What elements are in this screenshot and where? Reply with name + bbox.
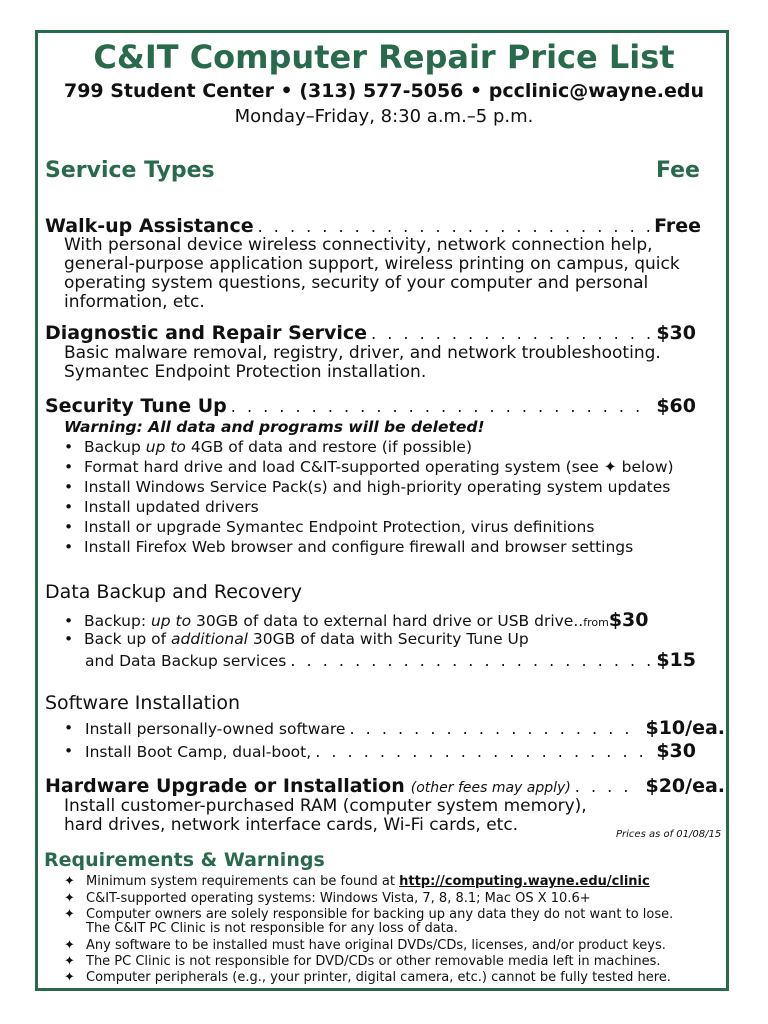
star-icon: ✦ [64, 874, 75, 889]
software-b1-fee: $10/ea. [645, 717, 725, 739]
star-icon: ✦ [64, 954, 75, 969]
walkup-name: Walk-up Assistance [45, 215, 254, 237]
prices-as-of: Prices as of 01/08/15 [616, 829, 722, 840]
requirement-3-line2: The C&IT PC Clinic is not responsible for any loss of data. [86, 921, 458, 936]
star-icon: ✦ [64, 891, 75, 906]
security-bullet-5: • Install or upgrade Symantec Endpoint Protection, virus definitions [64, 518, 595, 536]
backup-bullet-2: • Back up of additional 30GB of data with Security Tune Up [64, 630, 529, 648]
diagnostic-fee: $30 [656, 322, 696, 344]
diagnostic-row [45, 322, 696, 344]
requirement-4: ✦ Any software to be installed must have original DVDs/CDs, licenses, and/or product keys. [64, 938, 666, 953]
requirement-5: ✦ The PC Clinic is not responsible for DVD/CDs or other removable media left in machines. [64, 954, 661, 969]
security-warning: Warning: All data and programs will be deleted! [64, 418, 485, 436]
requirements-heading: Requirements & Warnings [44, 849, 325, 871]
requirement-3: ✦ Computer owners are solely responsible for backing up any data they do not want to lose. [64, 907, 674, 922]
leader-dots [575, 777, 642, 796]
fee-heading: Fee [656, 158, 700, 183]
hardware-desc-2: hard drives, network interface cards, Wi-Fi cards, etc. [64, 815, 519, 835]
security-fee: $60 [656, 395, 696, 417]
backup-heading: Data Backup and Recovery [45, 581, 302, 603]
leader-dots [371, 324, 652, 343]
walkup-fee: Free [654, 215, 701, 237]
hardware-desc-1: Install customer-purchased RAM (computer system memory), [64, 796, 587, 816]
hardware-row [45, 775, 725, 797]
software-b2-fee: $30 [656, 740, 696, 762]
software-bullet-dot-2: • [64, 742, 74, 760]
security-bullet-4: • Install updated drivers [64, 498, 259, 516]
security-row [45, 395, 696, 417]
diagnostic-desc-1: Basic malware removal, registry, driver, and network troubleshooting. [64, 343, 661, 363]
requirement-2: ✦ C&IT-supported operating systems: Windows Vista, 7, 8, 8.1; Mac OS X 10.6+ [64, 891, 591, 906]
page-title: C&IT Computer Repair Price List [93, 38, 675, 76]
security-bullet-1: • Backup up to 4GB of data and restore (if possible) [64, 438, 473, 456]
hardware-note: (other fees may apply) [410, 780, 571, 796]
walkup-desc-3: operating system questions, security of your computer and personal [64, 273, 649, 293]
leader-dots [231, 397, 653, 416]
security-name: Security Tune Up [45, 395, 227, 417]
security-bullet-6: • Install Firefox Web browser and configure firewall and browser settings [64, 538, 634, 556]
star-icon: ✦ [64, 938, 75, 953]
security-bullet-3: • Install Windows Service Pack(s) and high-priority operating system updates [64, 478, 671, 496]
software-heading: Software Installation [45, 692, 241, 714]
backup-b2-fee: $15 [656, 649, 696, 671]
leader-dots [315, 742, 652, 761]
requirement-1: ✦ Minimum system requirements can be found at http://computing.wayne.edu/clinic [64, 874, 650, 889]
service-types-heading: Service Types [45, 158, 215, 183]
leader-dots [258, 217, 650, 236]
software-bullet-2: Install Boot Camp, dual-boot, . . . $30 [85, 740, 696, 762]
diagnostic-name: Diagnostic and Repair Service [45, 322, 368, 344]
software-bullet-1: Install personally-owned software . . . $10/ea. [85, 717, 725, 739]
walkup-desc-4: information, etc. [64, 292, 205, 312]
backup-bullet-2-line2: and Data Backup services . . . $15 [85, 649, 696, 671]
star-icon: ✦ [64, 970, 75, 985]
software-bullet-dot-1: • [64, 719, 74, 737]
contact-line: 799 Student Center • (313) 577-5056 • pcclinic@wayne.edu [63, 80, 705, 102]
walkup-row [45, 215, 701, 237]
backup-bullet-1: • Backup: up to 30GB of data to external hard drive or USB drive..from$30 [64, 609, 649, 631]
leader-dots [290, 651, 652, 670]
leader-dots [349, 719, 641, 738]
hardware-name: Hardware Upgrade or Installation [45, 775, 405, 797]
walkup-desc-1: With personal device wireless connectivity, network connection help, [64, 235, 653, 255]
clinic-link[interactable]: http://computing.wayne.edu/clinic [399, 874, 650, 889]
diagnostic-desc-2: Symantec Endpoint Protection installation. [64, 362, 427, 382]
star-icon: ✦ [64, 907, 75, 922]
requirement-6: ✦ Computer peripherals (e.g., your printer, digital camera, etc.) cannot be fully tested here. [64, 970, 671, 985]
hardware-fee: $20/ea. [645, 775, 725, 797]
security-bullet-2: • Format hard drive and load C&IT-supported operating system (see ✦ below) [64, 458, 674, 476]
hours-line: Monday–Friday, 8:30 a.m.–5 p.m. [234, 106, 534, 127]
walkup-desc-2: general-purpose application support, wireless printing on campus, quick [64, 254, 680, 274]
